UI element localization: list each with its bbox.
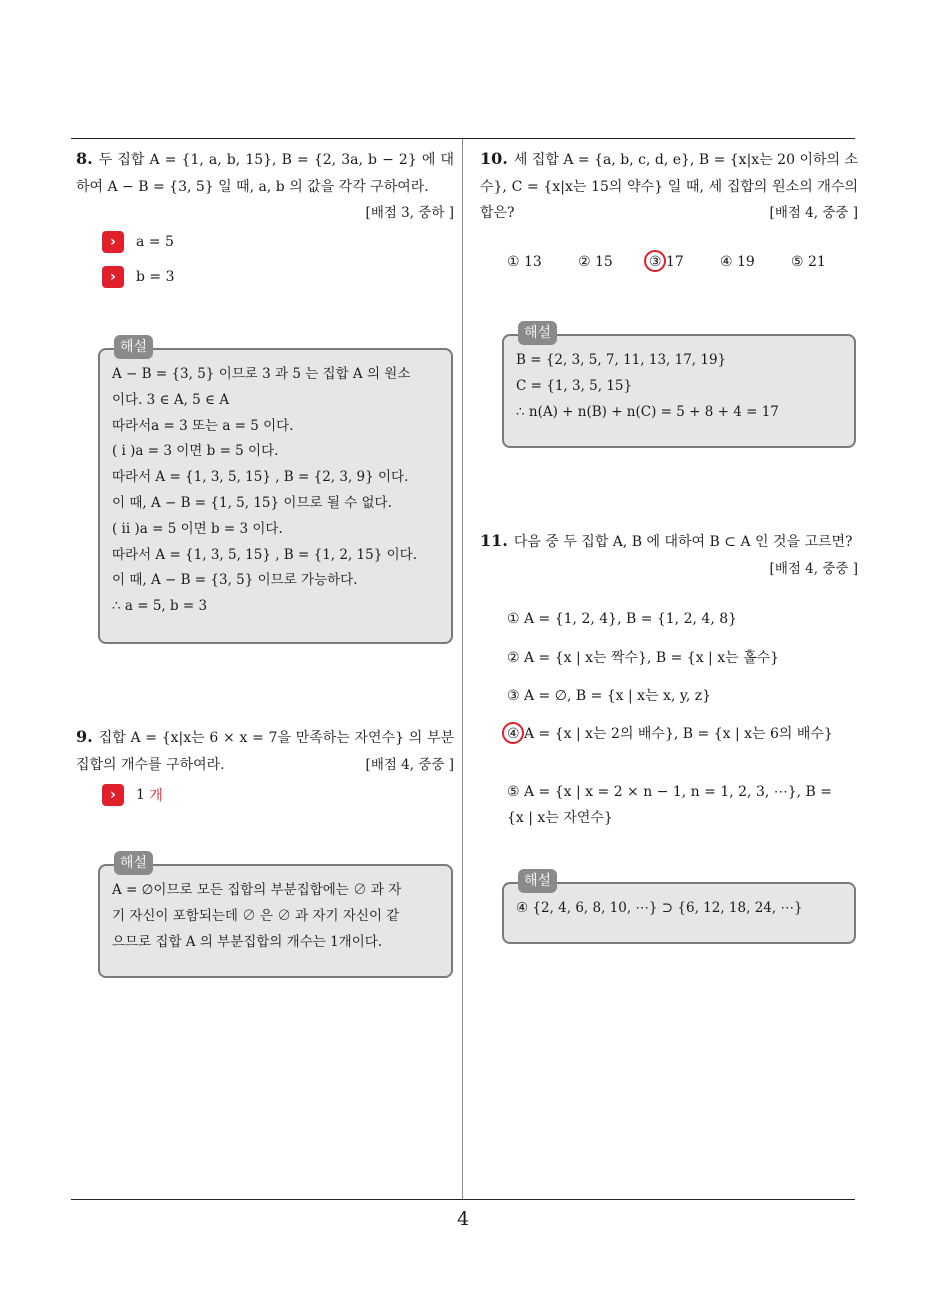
question-text: 두 집합 A = {1, a, b, 15}, B = {2, 3a, b − 2} 에 대하여 A − B = {3, 5} 일 때, a, b 의 값을 각각 구하여라.	[76, 152, 454, 195]
top-rule	[71, 138, 855, 139]
solution-line: ④ {2, 4, 6, 8, 10, ⋯} ⊃ {6, 12, 18, 24, ⋯}	[516, 900, 803, 916]
question-text: 집합 A = {x|x는 6 × x = 7을 만족하는 자연수} 의 부분집합의 개수를 구하여라.	[76, 730, 454, 773]
choice-5[interactable]: ⑤ A = {x | x = 2 × n − 1, n = 1, 2, 3, ⋯}, B = {x | x는 자연수}	[507, 784, 833, 826]
question-text: 세 집합 A = {a, b, c, d, e}, B = {x|x는 20 이하의 소수}, C = {x|x는 15의 약수} 일 때, 세 집합의 원소의 개수의 합은?	[480, 152, 858, 221]
solution-line: A = ∅이므로 모든 집합의 부분집합에는 ∅ 과 자	[112, 882, 402, 898]
solution-line: C = {1, 3, 5, 15}	[516, 377, 633, 394]
answer-text: b = 3	[136, 269, 175, 285]
solution-tag: 해설	[518, 869, 557, 893]
solution-line: 이 때, A − B = {3, 5} 이므로 가능하다.	[112, 572, 358, 589]
arrow-right-icon: ›	[102, 784, 124, 806]
bottom-rule	[71, 1199, 855, 1200]
solution-box	[502, 325, 856, 448]
points-label: [배점 3, 중하 ]	[365, 205, 454, 221]
choice-4[interactable]: ④ A = {x | x는 2의 배수}, B = {x | x는 6의 배수}	[507, 726, 833, 742]
question-11	[480, 528, 858, 582]
question-number: 10.	[480, 149, 508, 168]
answer-row	[102, 231, 174, 253]
solution-line: 으므로 집합 A 의 부분집합의 개수는 1개이다.	[112, 933, 383, 950]
choice-3[interactable]: ③ 17	[649, 254, 684, 270]
solution-line: 따라서 A = {1, 3, 5, 15} , B = {2, 3, 9} 이다.	[112, 469, 409, 486]
question-text: 다음 중 두 집합 A, B 에 대하여 B ⊂ A 인 것을 고르면?	[513, 534, 853, 550]
solution-box	[98, 855, 453, 978]
solution-box	[98, 339, 453, 644]
solution-line: B = {2, 3, 5, 7, 11, 13, 17, 19}	[516, 352, 727, 368]
choice-4[interactable]: ④ 19	[720, 254, 755, 270]
choice-5[interactable]: ⑤ 21	[791, 254, 826, 270]
solution-line: 이다. 3 ∈ A, 5 ∈ A	[112, 391, 230, 408]
solution-line: ∴ n(A) + n(B) + n(C) = 5 + 8 + 4 = 17	[516, 403, 779, 420]
answer-row	[102, 784, 163, 806]
arrow-right-icon: ›	[102, 231, 124, 253]
question-10	[480, 146, 858, 227]
question-9	[76, 724, 454, 778]
page-number: 4	[456, 1208, 470, 1230]
solution-line: 이 때, A − B = {1, 5, 15} 이므로 될 수 없다.	[112, 494, 392, 511]
choice-2[interactable]: ② A = {x | x는 짝수}, B = {x | x는 홀수}	[507, 650, 780, 666]
choice-3[interactable]: ③ A = ∅, B = {x | x는 x, y, z}	[507, 688, 712, 704]
points-label: [배점 4, 중중 ]	[365, 756, 454, 773]
selected-answer-circle-icon	[644, 250, 666, 272]
solution-tag: 해설	[114, 851, 153, 875]
answer-text: a = 5	[136, 234, 174, 250]
points-label: [배점 4, 중중 ]	[769, 205, 858, 221]
answer-text: 1	[136, 787, 145, 803]
solution-line: 따라서a = 3 또는 a = 5 이다.	[112, 417, 294, 434]
points-label: [배점 4, 중중 ]	[769, 560, 858, 577]
solution-line: ( ii )a = 5 이면 b = 3 이다.	[112, 520, 283, 537]
choice-1[interactable]: ① 13	[507, 254, 542, 270]
column-divider	[462, 139, 463, 1199]
selected-answer-circle-icon	[502, 722, 524, 744]
solution-box	[502, 873, 856, 944]
choice-2[interactable]: ② 15	[578, 254, 613, 270]
question-number: 11.	[480, 531, 508, 550]
question-number: 9.	[76, 727, 93, 746]
arrow-right-icon: ›	[102, 266, 124, 288]
solution-line: A − B = {3, 5} 이므로 3 과 5 는 집합 A 의 원소	[112, 366, 411, 382]
solution-tag: 해설	[114, 335, 153, 359]
answer-unit: 개	[149, 788, 163, 804]
answer-row	[102, 266, 175, 288]
solution-line: 따라서 A = {1, 3, 5, 15} , B = {1, 2, 15} 이다.	[112, 546, 417, 563]
solution-line: 기 자신이 포함되는데 ∅ 은 ∅ 과 자기 자신이 같	[112, 907, 400, 924]
question-8	[76, 146, 454, 227]
solution-line: ∴ a = 5, b = 3	[112, 598, 208, 615]
solution-line: ( i )a = 3 이면 b = 5 이다.	[112, 443, 279, 460]
choice-1[interactable]: ① A = {1, 2, 4}, B = {1, 2, 4, 8}	[507, 611, 738, 627]
question-number: 8.	[76, 149, 93, 168]
solution-tag: 해설	[518, 321, 557, 345]
